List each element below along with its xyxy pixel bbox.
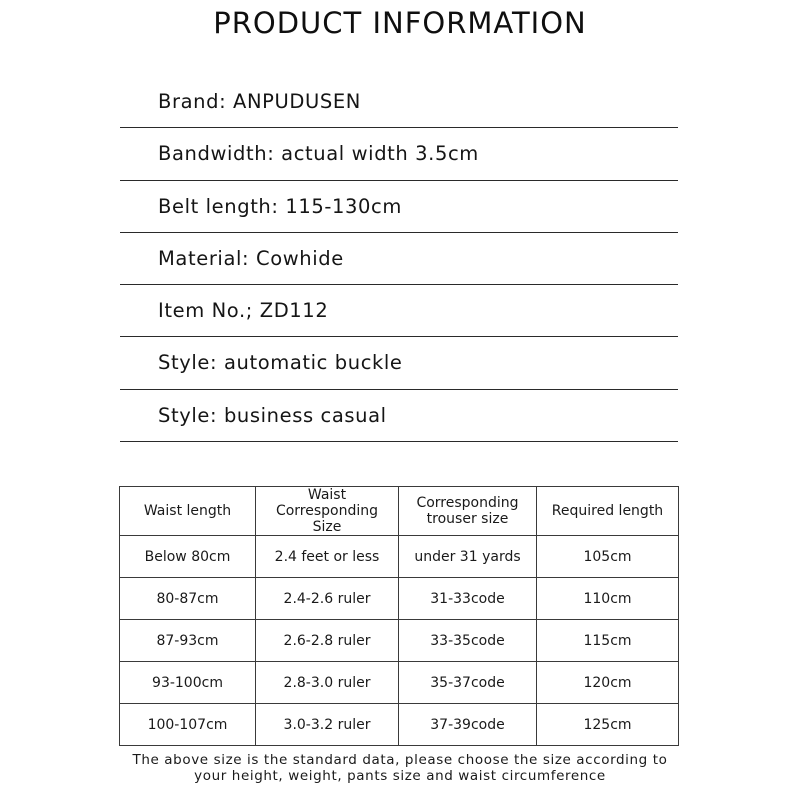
cell-trouser-size: 31-33code	[399, 578, 537, 620]
spec-row-style-buckle	[120, 337, 678, 389]
table-row	[120, 662, 679, 704]
size-footnote	[0, 752, 800, 784]
cell-required-length: 110cm	[537, 578, 679, 620]
footnote-line-2: your height, weight, pants size and waist circumference	[194, 768, 606, 784]
spec-row-brand	[120, 76, 678, 128]
cell-waist-size: 2.8-3.0 ruler	[256, 662, 399, 704]
spec-style-buckle: Style: automatic buckle	[158, 351, 403, 375]
cell-trouser-size: 37-39code	[399, 704, 537, 746]
product-spec-list	[120, 76, 678, 442]
cell-required-length: 105cm	[537, 536, 679, 578]
spec-row-style-casual	[120, 390, 678, 442]
cell-waist-length: 80-87cm	[120, 578, 256, 620]
cell-waist-size: 2.6-2.8 ruler	[256, 620, 399, 662]
header-waist-size: Waist Corresponding Size	[256, 487, 399, 536]
cell-required-length: 115cm	[537, 620, 679, 662]
cell-required-length: 125cm	[537, 704, 679, 746]
spec-style-casual: Style: business casual	[158, 403, 387, 427]
cell-waist-length: 87-93cm	[120, 620, 256, 662]
spec-brand: Brand: ANPUDUSEN	[158, 90, 361, 113]
spec-bandwidth: Bandwidth: actual width 3.5cm	[158, 142, 479, 166]
cell-trouser-size: 35-37code	[399, 662, 537, 704]
spec-row-bandwidth	[120, 128, 678, 180]
cell-required-length: 120cm	[537, 662, 679, 704]
cell-waist-length: Below 80cm	[120, 536, 256, 578]
cell-waist-size: 3.0-3.2 ruler	[256, 704, 399, 746]
table-row	[120, 578, 679, 620]
size-chart-table	[119, 486, 679, 746]
cell-trouser-size: 33-35code	[399, 620, 537, 662]
header-trouser-size: Corresponding trouser size	[399, 487, 537, 536]
table-row	[120, 536, 679, 578]
spec-item-no: Item No.; ZD112	[158, 299, 329, 323]
spec-row-belt-length	[120, 181, 678, 233]
cell-trouser-size: under 31 yards	[399, 536, 537, 578]
cell-waist-length: 93-100cm	[120, 662, 256, 704]
spec-material: Material: Cowhide	[158, 246, 344, 270]
header-waist-length: Waist length	[120, 487, 256, 536]
cell-waist-size: 2.4 feet or less	[256, 536, 399, 578]
spec-belt-length: Belt length: 115-130cm	[158, 194, 402, 218]
table-row	[120, 620, 679, 662]
spec-row-item-no	[120, 285, 678, 337]
footnote-line-1: The above size is the standard data, please choose the size according to	[132, 752, 668, 768]
cell-waist-size: 2.4-2.6 ruler	[256, 578, 399, 620]
header-required-length: Required length	[537, 487, 679, 536]
table-header-row	[120, 487, 679, 536]
spec-row-material	[120, 233, 678, 285]
cell-waist-length: 100-107cm	[120, 704, 256, 746]
table-row	[120, 704, 679, 746]
page-title: PRODUCT INFORMATION	[213, 6, 587, 40]
